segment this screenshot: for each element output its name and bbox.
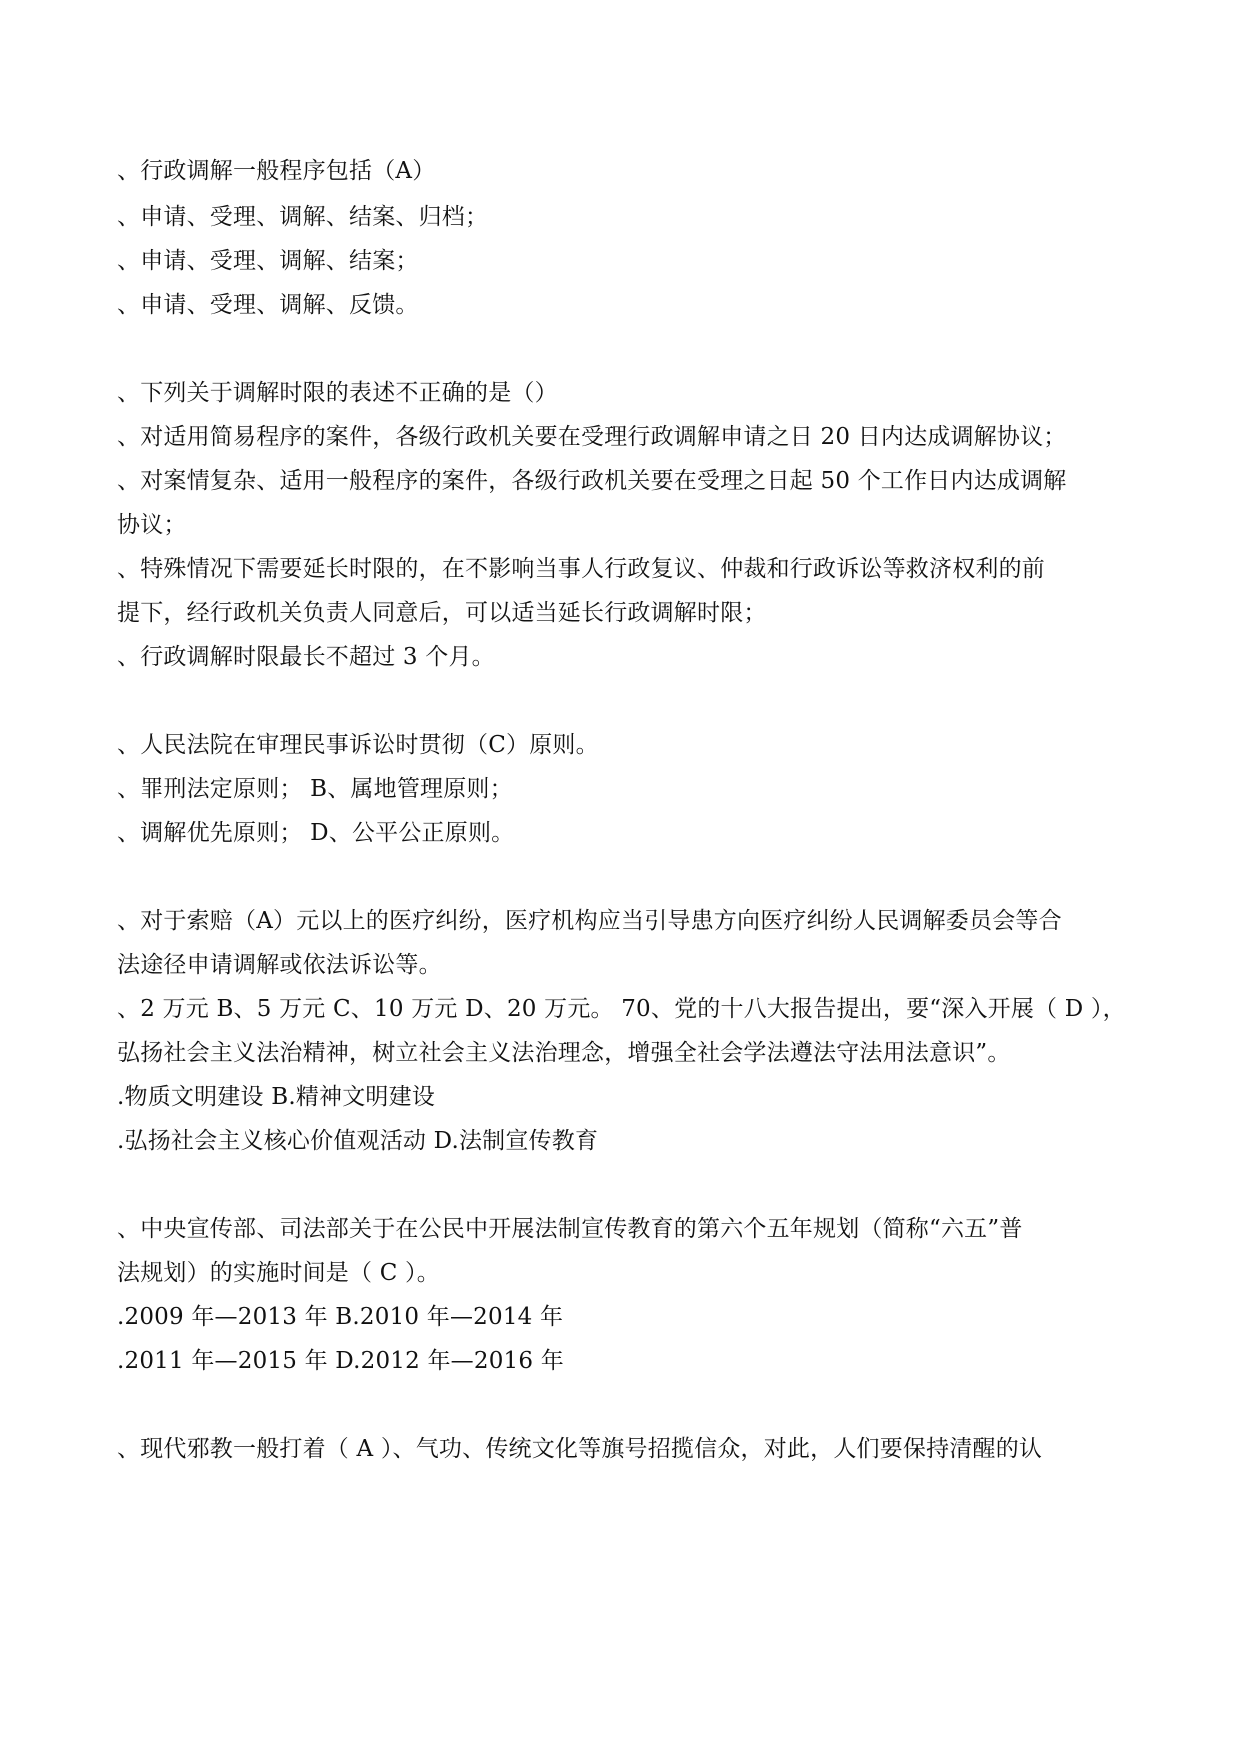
question-1-option-b: 、申请、受理、调解、结案； [117, 248, 419, 274]
question-5-text-line1: 、中央宣传部、司法部关于在公民中开展法制宣传教育的第六个五年规划（简称“六五”普 [117, 1216, 1023, 1242]
question-6-text-line1: 、现代邪教一般打着（ A ）、气功、传统文化等旗号招揽信众，对此，人们要保持清醒的认 [117, 1436, 1043, 1462]
question-2-option-b-line2: 协议； [117, 512, 187, 538]
question-1-text: 、行政调解一般程序包括（A） [117, 158, 436, 184]
question-2-option-c-line2: 提下，经行政机关负责人同意后，可以适当延长行政调解时限； [117, 600, 767, 626]
question-1-option-a: 、申请、受理、调解、结案、归档； [117, 204, 489, 230]
question-2-option-c-line1: 、特殊情况下需要延长时限的，在不影响当事人行政复议、仲裁和行政诉讼等救济权利的前 [117, 556, 1045, 582]
question-1-option-c: 、申请、受理、调解、反馈。 [117, 292, 419, 318]
question-3-options-row1: 、罪刑法定原则； B、属地管理原则； [117, 776, 513, 802]
question-4-options: 、2 万元 B、5 万元 C、10 万元 D、20 万元。 70、党的十八大报告提出，要“深入开展（ D ）， [117, 996, 1126, 1022]
question-70-text-line2: 弘扬社会主义法治精神，树立社会主义法治理念，增强全社会学法遵法守法用法意识”。 [117, 1040, 1011, 1066]
question-2-text: 、下列关于调解时限的表述不正确的是（） [117, 380, 558, 406]
question-70-options-row1: .物质文明建设 B.精神文明建设 [117, 1084, 436, 1110]
question-4-text-line1: 、对于索赔（A）元以上的医疗纠纷，医疗机构应当引导患方向医疗纠纷人民调解委员会等合 [117, 908, 1062, 934]
question-5-text-line2: 法规划）的实施时间是（ C ）。 [117, 1260, 440, 1286]
question-4-text-line2: 法途径申请调解或依法诉讼等。 [117, 952, 442, 978]
question-2-option-a: 、对适用简易程序的案件，各级行政机关要在受理行政调解申请之日 20 日内达成调解协议； [117, 424, 1067, 450]
question-2-option-b-line1: 、对案情复杂、适用一般程序的案件，各级行政机关要在受理之日起 50 个工作日内达成调解 [117, 468, 1067, 494]
question-3-options-row2: 、调解优先原则； D、公平公正原则。 [117, 820, 515, 846]
question-2-option-d: 、行政调解时限最长不超过 3 个月。 [117, 644, 495, 670]
question-5-options-row1: .2009 年—2013 年 B.2010 年—2014 年 [117, 1304, 564, 1330]
question-5-options-row2: .2011 年—2015 年 D.2012 年—2016 年 [117, 1348, 564, 1374]
question-3-text: 、人民法院在审理民事诉讼时贯彻（C）原则。 [117, 732, 599, 758]
question-70-options-row2: .弘扬社会主义核心价值观活动 D.法制宣传教育 [117, 1128, 599, 1154]
